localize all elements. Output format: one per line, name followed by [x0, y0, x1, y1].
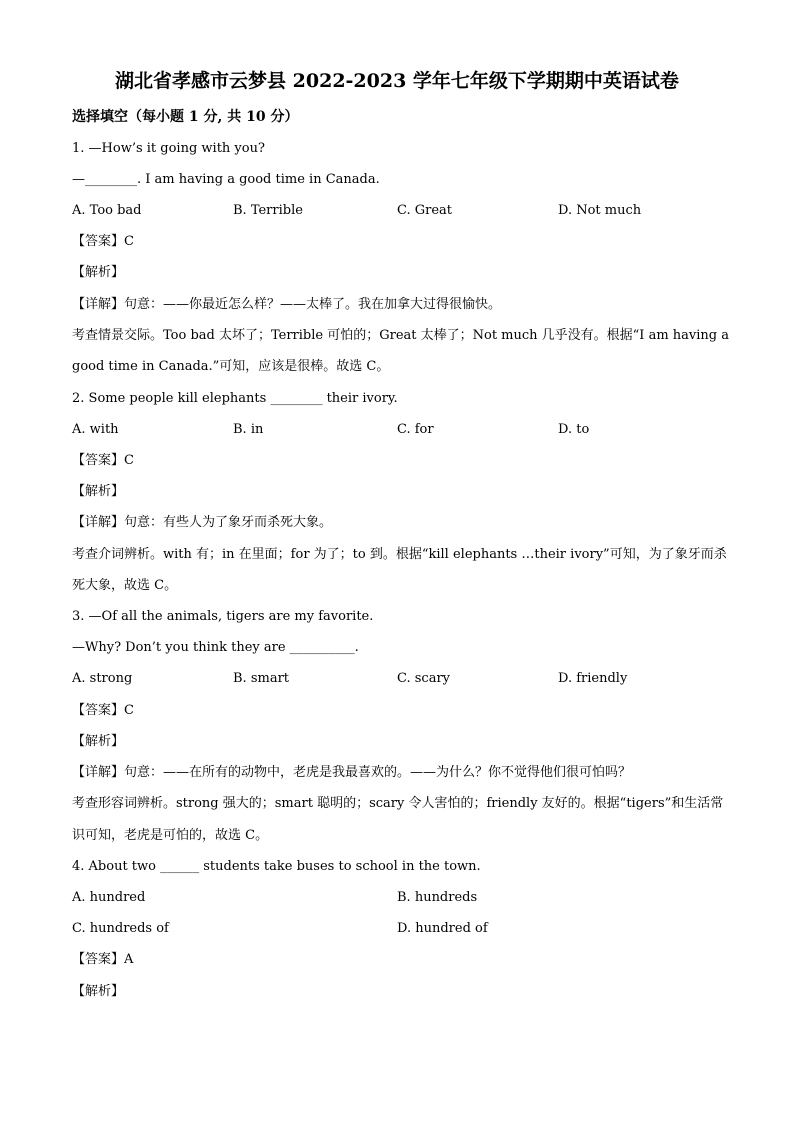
question-1-explanation: 考查情景交际。Too bad 太坏了；Terrible 可怕的；Great 太棒了；Not much 几乎没有。根据“I am having a [72, 328, 729, 343]
question-1-analysis-label: 【解析】 [72, 265, 125, 280]
answer-label: 【答案】 [72, 703, 125, 718]
answer-label: 【答案】 [72, 234, 125, 249]
question-1-stem: 1. —How’s it going with you? [72, 141, 265, 156]
question-2-explanation-line-2: 死大象，故选 C。 [72, 578, 178, 593]
section-heading: 选择填空（每小题 1 分, 共 10 分） [72, 109, 299, 125]
question-1-option-a: A. Too bad [72, 203, 142, 218]
question-3-option-a: A. strong [72, 671, 133, 686]
question-3-analysis-label: 【解析】 [72, 734, 125, 749]
question-4-option-c: C. hundreds of [72, 921, 169, 936]
answer-value: A [124, 952, 134, 967]
question-2-option-d: D. to [558, 422, 590, 437]
answer-value: C [124, 234, 134, 249]
question-1-answer [72, 233, 134, 251]
question-3-stem: 3. —Of all the animals, tigers are my favorite. [72, 609, 374, 624]
question-3-answer [72, 702, 134, 720]
answer-label: 【答案】 [72, 952, 125, 967]
page-title: 湖北省孝感市云梦县 2022-2023 学年七年级下学期期中英语试卷 [115, 70, 679, 92]
detail-text: 句意：——在所有的动物中，老虎是我最喜欢的。——为什么？你不觉得他们很可怕吗？ [124, 765, 632, 780]
question-1-option-d: D. Not much [558, 203, 642, 218]
question-1-detail [72, 296, 501, 314]
detail-label: 【详解】 [72, 297, 125, 312]
detail-text: 句意：——你最近怎么样？——太棒了。我在加拿大过得很愉快。 [124, 297, 502, 312]
question-2-option-c: C. for [397, 422, 434, 437]
question-2-detail [72, 514, 332, 532]
question-3-option-d: D. friendly [558, 671, 628, 686]
question-1-explanation-line-2: good time in Canada.”可知，应该是很棒。故选 C。 [72, 359, 390, 374]
question-4-option-a: A. hundred [72, 890, 146, 905]
question-1-option-b: B. Terrible [233, 203, 303, 218]
question-4-analysis-label: 【解析】 [72, 984, 125, 999]
question-4-option-d: D. hundred of [397, 921, 488, 936]
question-1-stem-line-2: —________. I am having a good time in Canada. [72, 172, 380, 187]
answer-value: C [124, 453, 134, 468]
detail-label: 【详解】 [72, 515, 125, 530]
question-4-answer [72, 951, 133, 969]
answer-label: 【答案】 [72, 453, 125, 468]
question-2-answer [72, 452, 134, 470]
question-4-stem: 4. About two ______ students take buses to school in the town. [72, 859, 481, 874]
question-2-option-a: A. with [72, 422, 119, 437]
question-3-stem-line-2: —Why? Don’t you think they are __________. [72, 640, 359, 655]
question-3-explanation: 考查形容词辨析。strong 强大的；smart 聪明的；scary 令人害怕的；friendly 友好的。根据“tigers”和生活常 [72, 796, 724, 811]
question-2-stem: 2. Some people kill elephants ________ their ivory. [72, 391, 398, 406]
question-2-explanation: 考查介词辨析。with 有；in 在里面；for 为了；to 到。根据“kill elephants …their ivory”可知，为了象牙而杀 [72, 547, 727, 562]
question-4-option-b: B. hundreds [397, 890, 478, 905]
answer-value: C [124, 703, 134, 718]
question-3-detail [72, 764, 631, 782]
question-3-explanation-line-2: 识可知，老虎是可怕的，故选 C。 [72, 828, 269, 843]
detail-text: 句意：有些人为了象牙而杀死大象。 [124, 515, 333, 530]
question-3-option-c: C. scary [397, 671, 451, 686]
question-1-option-c: C. Great [397, 203, 453, 218]
question-2-analysis-label: 【解析】 [72, 484, 125, 499]
detail-label: 【详解】 [72, 765, 125, 780]
question-3-option-b: B. smart [233, 671, 290, 686]
question-2-option-b: B. in [233, 422, 264, 437]
